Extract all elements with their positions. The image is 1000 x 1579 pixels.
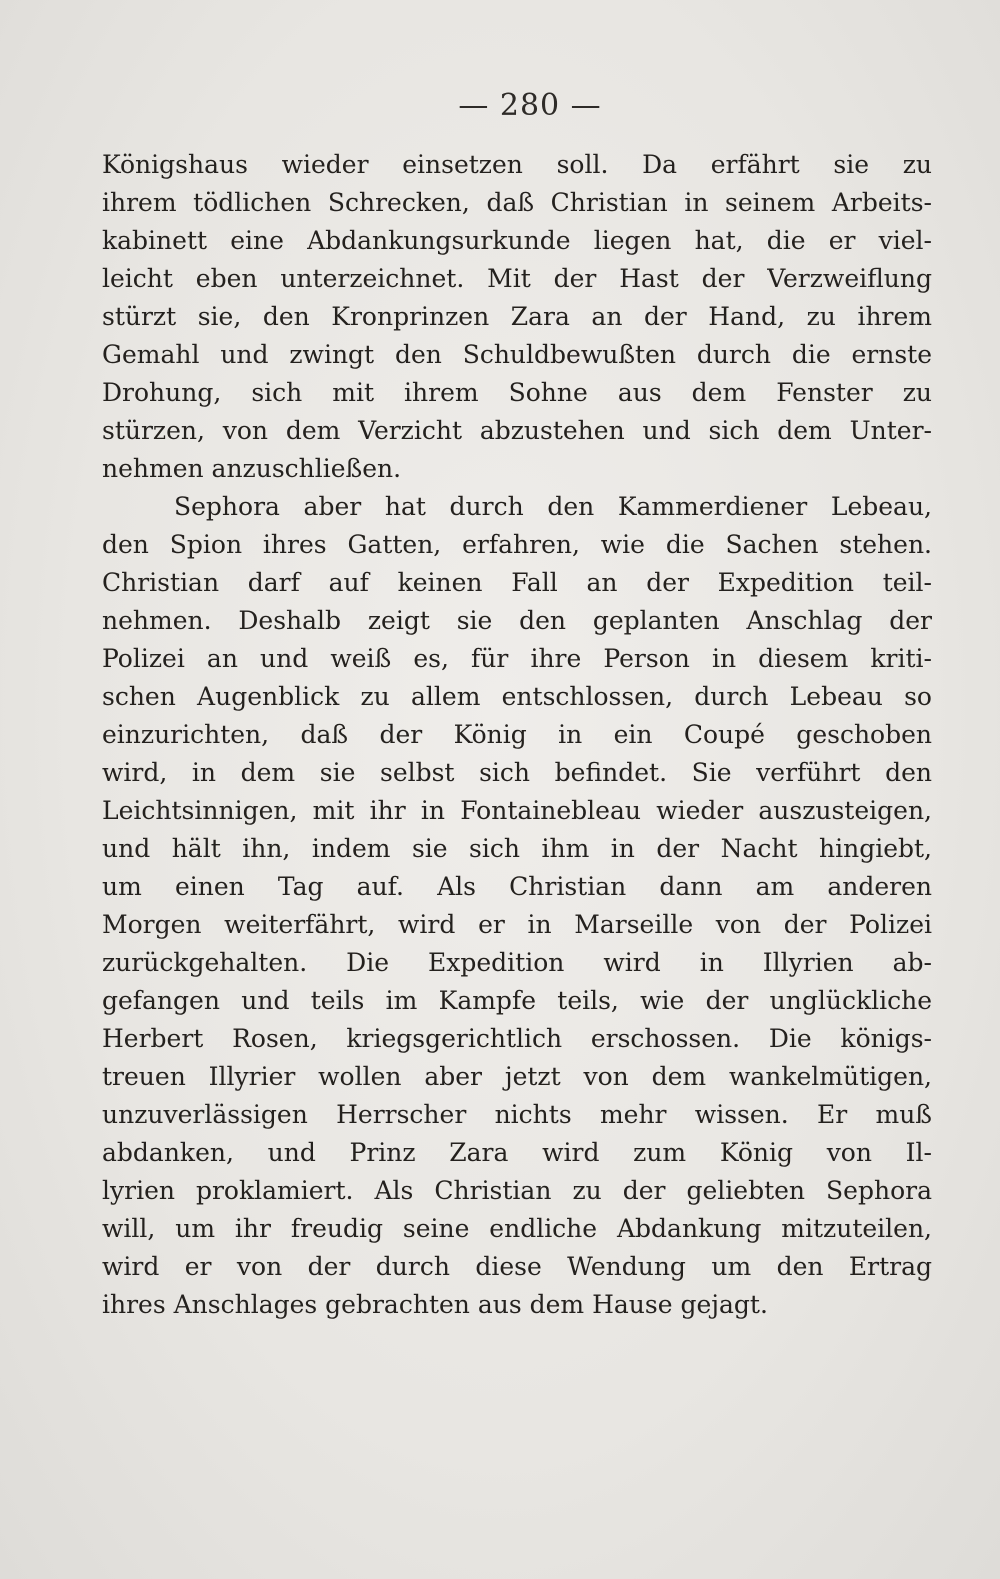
text-line: stürzen, von dem Verzicht abzustehen und sich dem Unter-: [102, 416, 932, 445]
text-line: wird, in dem sie selbst sich befindet. Sie verführt den: [102, 758, 932, 787]
text-line: einzurichten, daß der König in ein Coupé geschoben: [102, 720, 932, 749]
text-line: Herbert Rosen, kriegsgerichtlich erschossen. Die königs-: [102, 1024, 932, 1053]
text-line: unzuverlässigen Herrscher nichts mehr wissen. Er muß: [102, 1100, 932, 1129]
text-line: und hält ihn, indem sie sich ihm in der Nacht hingiebt,: [102, 834, 932, 863]
text-line: treuen Illyrier wollen aber jetzt von dem wankelmütigen,: [102, 1062, 932, 1091]
page-number: — 280 —: [458, 88, 602, 123]
text-line: Morgen weiterfährt, wird er in Marseille von der Polizei: [102, 910, 932, 939]
text-line: zurückgehalten. Die Expedition wird in Illyrien ab-: [102, 948, 932, 977]
text-line: abdanken, und Prinz Zara wird zum König von Il-: [102, 1138, 932, 1167]
text-line: um einen Tag auf. Als Christian dann am anderen: [102, 872, 932, 901]
text-line: Gemahl und zwingt den Schuldbewußten durch die ernste: [102, 340, 932, 369]
text-line: Sephora aber hat durch den Kammerdiener Lebeau,: [174, 492, 932, 521]
body-text: [102, 146, 932, 1324]
text-line: wird er von der durch diese Wendung um den Ertrag: [102, 1252, 932, 1281]
text-line: nehmen anzuschließen.: [102, 454, 402, 483]
text-line: stürzt sie, den Kronprinzen Zara an der Hand, zu ihrem: [102, 302, 932, 331]
text-line: lyrien proklamiert. Als Christian zu der geliebten Sephora: [102, 1176, 932, 1205]
text-line: ihres Anschlages gebrachten aus dem Hause gejagt.: [102, 1290, 768, 1319]
text-line: nehmen. Deshalb zeigt sie den geplanten Anschlag der: [102, 606, 932, 635]
text-line: leicht eben unterzeichnet. Mit der Hast der Verzweiflung: [102, 264, 932, 293]
text-line: Polizei an und weiß es, für ihre Person in diesem kriti-: [102, 644, 932, 673]
text-line: will, um ihr freudig seine endliche Abdankung mitzuteilen,: [102, 1214, 932, 1243]
text-line: ihrem tödlichen Schrecken, daß Christian in seinem Arbeits-: [102, 188, 932, 217]
text-line: den Spion ihres Gatten, erfahren, wie die Sachen stehen.: [102, 530, 932, 559]
text-line: gefangen und teils im Kampfe teils, wie der unglückliche: [102, 986, 932, 1015]
text-line: Leichtsinnigen, mit ihr in Fontainebleau wieder auszusteigen,: [102, 796, 932, 825]
text-line: schen Augenblick zu allem entschlossen, durch Lebeau so: [102, 682, 932, 711]
text-line: Königshaus wieder einsetzen soll. Da erfährt sie zu: [102, 150, 932, 179]
text-line: Drohung, sich mit ihrem Sohne aus dem Fenster zu: [102, 378, 932, 407]
text-line: Christian darf auf keinen Fall an der Expedition teil-: [102, 568, 932, 597]
text-line: kabinett eine Abdankungsurkunde liegen hat, die er viel-: [102, 226, 932, 255]
